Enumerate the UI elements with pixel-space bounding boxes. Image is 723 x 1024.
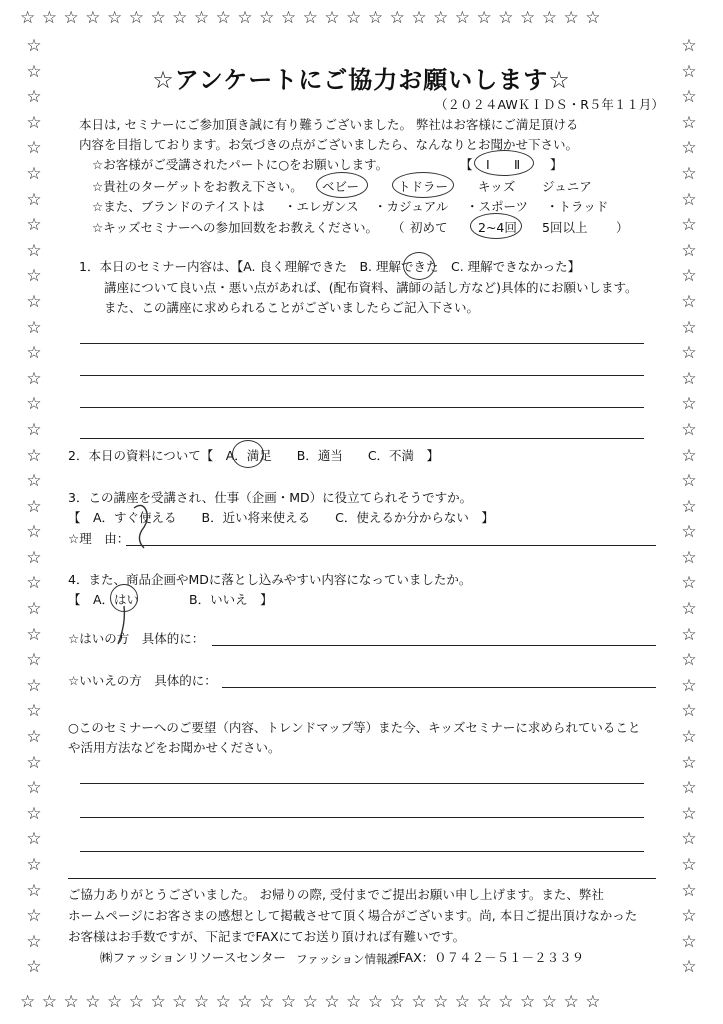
footer-line-3: お客様はお手数ですが、下記までFAXにてお送り頂ければ有難いです。 bbox=[68, 929, 466, 944]
count-option-first[interactable]: 初めて bbox=[410, 220, 448, 235]
q4-no-label: ☆いいえの方 具体的に： bbox=[68, 673, 217, 688]
department-name: ファッション情報課 bbox=[296, 952, 400, 966]
target-option-toddler[interactable]: トドラー bbox=[398, 179, 449, 194]
intro-line-1: 本日は, セミナーにご参加頂き誠に有り難うございました。 弊社はお客様にご満足頂ける bbox=[79, 117, 579, 132]
star-border-right: ☆ ☆ ☆ ☆ ☆ ☆ ☆ ☆ ☆ ☆ ☆ ☆ ☆ ☆ ☆ ☆ ☆ ☆ ☆ ☆ ☆ ☆ ☆ ☆ ☆ ☆ ☆ ☆ ☆ ☆ ☆ ☆ ☆ ☆ ☆ ☆ ☆ bbox=[681, 36, 697, 978]
handwritten-circle-part bbox=[474, 150, 534, 176]
q3-line-2: 【 A．すぐ使える B．近い将来使える C．使えるか分からない 】 bbox=[68, 510, 494, 525]
footer-line-2: ホームページにお客さまの感想として掲載させて頂く場合がございます。尚, 本日ご提出頂けなかった bbox=[68, 908, 638, 923]
taste-option-trad[interactable]: ・トラッド bbox=[546, 199, 609, 214]
handwritten-circle-q1 bbox=[403, 252, 435, 280]
count-open: （ bbox=[392, 220, 405, 235]
q1-answer-line-2[interactable] bbox=[80, 375, 644, 376]
q1-line-2: 講座について良い点・悪い点があれば、(配布資料、講師の話し方など)具体的にお願いします。 bbox=[104, 280, 638, 295]
star-border-bottom: ☆☆☆☆☆☆☆☆☆☆☆☆☆☆☆☆☆☆☆☆☆☆☆☆☆☆☆ bbox=[20, 992, 607, 1012]
q3-line-1: 3．この講座を受講され、仕事（企画・MD）に役立てられそうですか。 bbox=[68, 490, 473, 505]
handwritten-check-q3 bbox=[128, 500, 168, 552]
q4-no-line[interactable] bbox=[222, 687, 656, 688]
taste-option-casual[interactable]: ・カジュアル bbox=[374, 199, 449, 214]
q1-answer-line-4[interactable] bbox=[80, 438, 644, 439]
count-close: ） bbox=[616, 220, 629, 235]
request-answer-line-3[interactable] bbox=[80, 851, 644, 852]
part-bracket-open: 【 bbox=[460, 157, 473, 172]
survey-period: （２０２４AWＫＩＤＳ・R５年１１月） bbox=[435, 97, 664, 112]
company-name: ㈱ファッションリソースセンター bbox=[100, 950, 286, 965]
q3-reason-line[interactable] bbox=[126, 545, 656, 546]
target-option-baby[interactable]: ベビー bbox=[322, 179, 360, 194]
page-title: ☆アンケートにご協力お願いします☆ bbox=[152, 66, 571, 94]
handwritten-circle-baby bbox=[316, 172, 368, 198]
taste-option-sports[interactable]: ・スポーツ bbox=[466, 199, 529, 214]
star-border-left: ☆ ☆ ☆ ☆ ☆ ☆ ☆ ☆ ☆ ☆ ☆ ☆ ☆ ☆ ☆ ☆ ☆ ☆ ☆ ☆ ☆ ☆ ☆ ☆ ☆ ☆ ☆ ☆ ☆ ☆ ☆ ☆ ☆ ☆ ☆ ☆ ☆ bbox=[26, 36, 42, 978]
intro-line-2: 内容を目指しております。お気づきの点がございましたら、なんなりとお聞かせ下さい。 bbox=[79, 137, 579, 152]
star-border-top: ☆☆☆☆☆☆☆☆☆☆☆☆☆☆☆☆☆☆☆☆☆☆☆☆☆☆☆ bbox=[20, 8, 607, 28]
target-label: ☆貴社のターゲットをお教え下さい。 bbox=[92, 179, 303, 194]
part-option-2[interactable]: Ⅱ bbox=[514, 157, 521, 172]
q1-line-3: また、この講座に求められることがございましたらご記入下さい。 bbox=[104, 300, 480, 315]
count-option-2to4[interactable]: 2~4回 bbox=[478, 220, 517, 235]
q1-answer-line-1[interactable] bbox=[80, 343, 644, 344]
request-answer-line-2[interactable] bbox=[80, 817, 644, 818]
target-option-kids[interactable]: キッズ bbox=[478, 179, 516, 194]
q4-yes-label: ☆はいの方 具体的に： bbox=[68, 631, 205, 646]
q1-answer-line-3[interactable] bbox=[80, 407, 644, 408]
request-line-1: ○このセミナーへのご要望（内容、トレンドマップ等）また今、キッズセミナーに求められていること bbox=[68, 720, 641, 735]
part-label: ☆お客様がご受講されたパートに○をお願いします。 bbox=[92, 157, 389, 172]
count-option-5plus[interactable]: 5回以上 bbox=[542, 220, 588, 235]
handwritten-circle-q2 bbox=[232, 440, 264, 468]
q4-line-2: 【 A．はい B．いいえ 】 bbox=[68, 592, 273, 607]
q1-line-1: 1．本日のセミナー内容は、【A. 良く理解できた B. 理解できた C. 理解できなかった】 bbox=[79, 259, 581, 274]
footer-divider bbox=[68, 878, 656, 879]
request-line-2: や活用方法などをお聞かせください。 bbox=[68, 740, 281, 755]
q2-text: 2．本日の資料について【 A．満足 B．適当 C．不満 】 bbox=[68, 448, 440, 463]
fax-number: ／FAX：０７４２－５１－２３３９ bbox=[386, 950, 585, 965]
request-answer-line-1[interactable] bbox=[80, 783, 644, 784]
footer-line-1: ご協力ありがとうございました。 お帰りの際, 受付までご提出お願い申し上げます。また、弊社 bbox=[68, 887, 604, 902]
count-label: ☆キッズセミナーへの参加回数をお教えください。 bbox=[92, 220, 378, 235]
q4-yes-line[interactable] bbox=[212, 645, 656, 646]
taste-option-elegance[interactable]: ・エレガンス bbox=[284, 199, 359, 214]
part-bracket-close: 】 bbox=[550, 157, 563, 172]
target-option-junior[interactable]: ジュニア bbox=[542, 179, 592, 194]
part-option-1[interactable]: Ⅰ bbox=[486, 157, 490, 172]
q3-reason-label: ☆理 由： bbox=[68, 531, 130, 546]
taste-label: ☆また、ブランドのテイストは bbox=[92, 199, 265, 214]
q4-line-1: 4．また、商品企画やMDに落とし込みやすい内容になっていましたか。 bbox=[68, 572, 472, 587]
handwritten-circle-toddler bbox=[392, 172, 454, 198]
handwritten-circle-count bbox=[470, 213, 522, 239]
